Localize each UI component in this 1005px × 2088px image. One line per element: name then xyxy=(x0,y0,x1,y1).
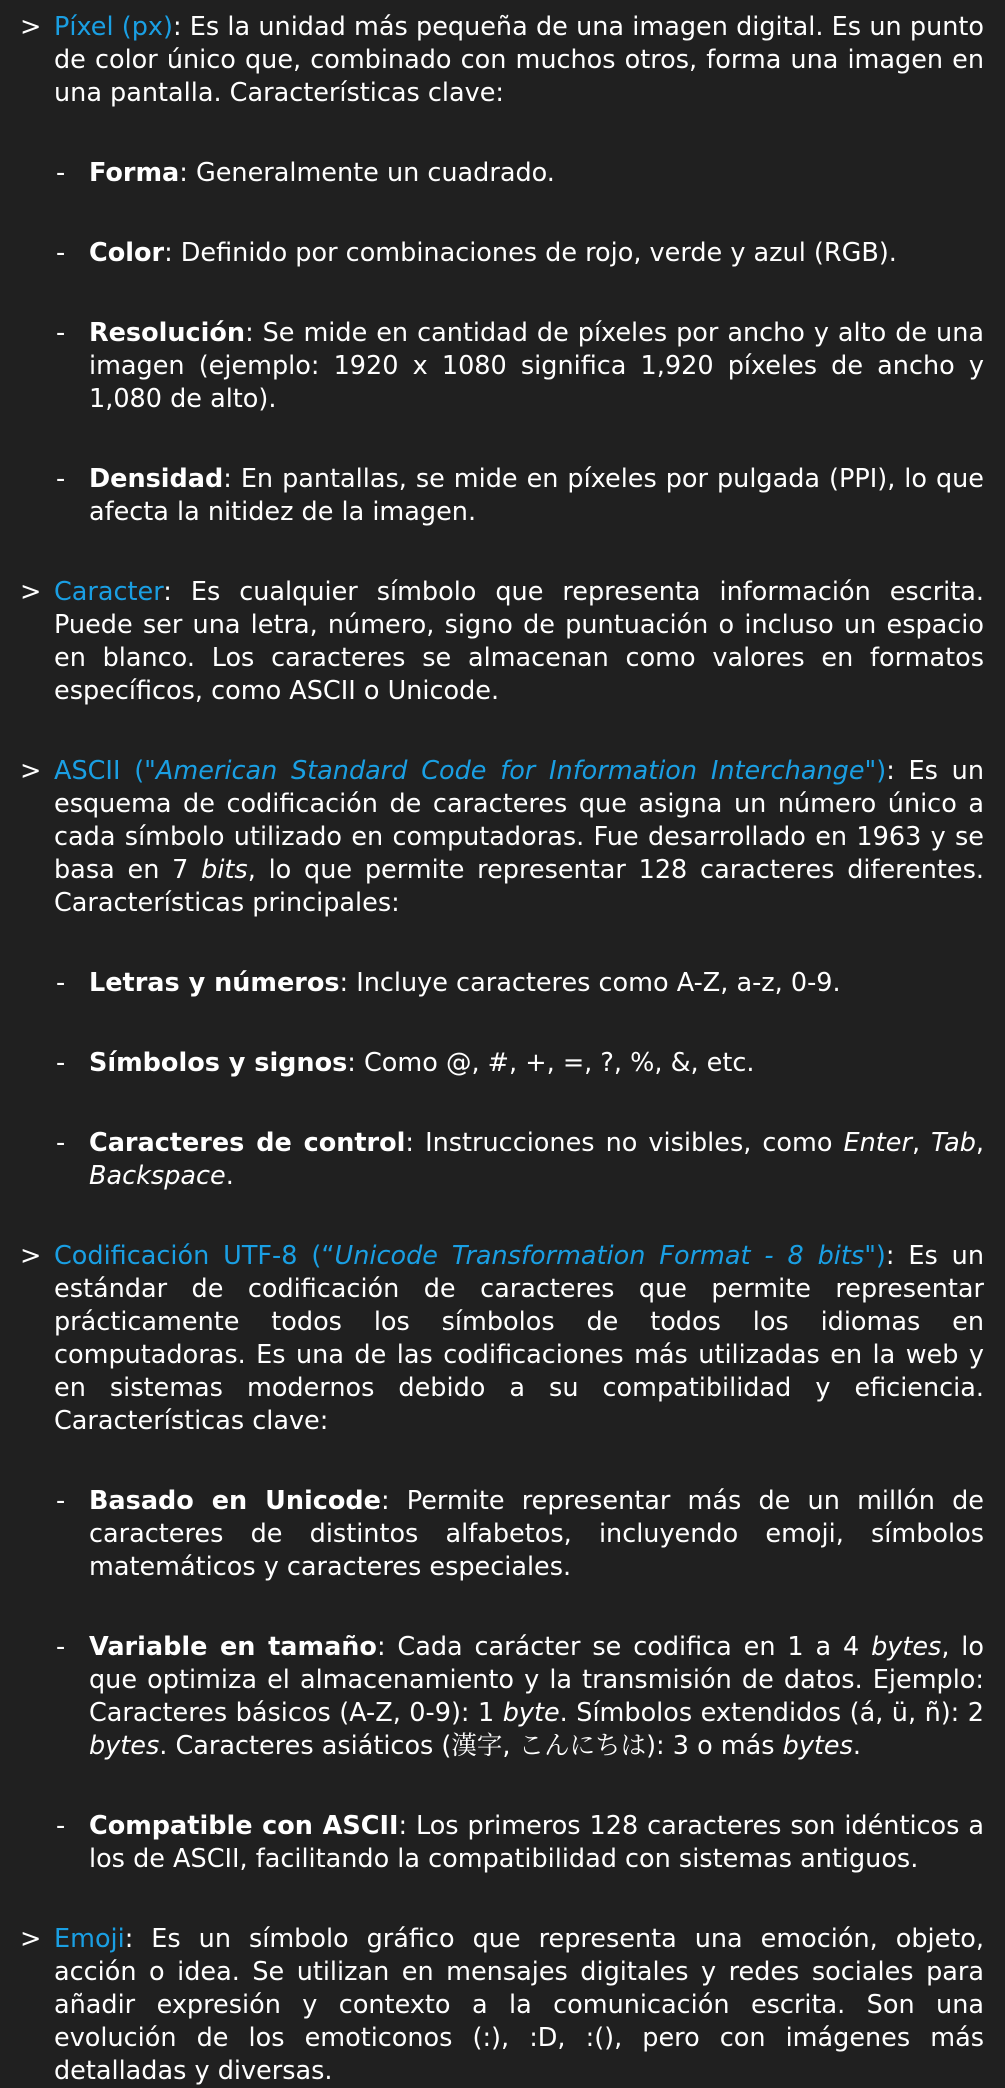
item-text: : Generalmente un cuadrado. xyxy=(179,158,555,188)
dash-marker: - xyxy=(56,1486,66,1516)
item-text: . Símbolos extendidos (á, ü, ñ): 2 xyxy=(559,1698,984,1728)
pixel-item-densidad xyxy=(0,463,1005,529)
term-emoji: Emoji xyxy=(54,1924,125,1954)
key-enter: Enter xyxy=(843,1128,912,1158)
dash-marker: - xyxy=(56,1048,66,1078)
item-label: Compatible con ASCII xyxy=(89,1811,399,1841)
item-text: . xyxy=(852,1731,861,1761)
utf8-item-variable xyxy=(0,1631,1005,1763)
item-text: . Caracteres asiáticos (漢字, こんにちは): 3 o más xyxy=(159,1731,783,1761)
item-label: Caracteres de control xyxy=(89,1128,406,1158)
caracter-text: : Es cualquier símbolo que representa información escrita. Puede ser una letra, número, signo de puntuación o incluso un espacio en blanco. Los caracteres se almacenan como valores en formatos específicos, como ASCII o Unicode. xyxy=(54,577,984,706)
pixel-item-color xyxy=(0,237,1005,270)
term-expansion: American Standard Code for Information Interchange xyxy=(155,756,865,786)
item-text: : Cada carácter se codifica en 1 a 4 xyxy=(376,1632,872,1662)
separator: , xyxy=(911,1128,932,1158)
entry-pixel xyxy=(0,11,1005,110)
item-text: : Permite representar más de un millón de caracteres de distintos alfabetos, incluyendo emoji, símbolos matemáticos y caracteres especiales. xyxy=(89,1486,984,1582)
dash-marker: - xyxy=(56,238,66,268)
bullet-marker: > xyxy=(20,12,42,42)
ascii-item-control xyxy=(0,1127,1005,1193)
bullet-marker: > xyxy=(20,1924,42,1954)
bullet-marker: > xyxy=(20,756,42,786)
key-tab: Tab xyxy=(931,1128,976,1158)
ascii-bits: bits xyxy=(201,855,248,885)
dash-marker: - xyxy=(56,1632,66,1662)
item-text: : En pantallas, se mide en píxeles por pulgada (PPI), lo que afecta la nitidez de la imagen. xyxy=(89,464,984,527)
end-period: . xyxy=(225,1161,234,1191)
term-expansion: Unicode Transformation Format - 8 bits xyxy=(334,1241,865,1271)
pixel-item-forma xyxy=(0,157,1005,190)
item-text: : Como @, #, +, =, ?, %, &, etc. xyxy=(347,1048,755,1078)
separator: , xyxy=(975,1128,984,1158)
dash-marker: - xyxy=(56,318,66,348)
item-label: Forma xyxy=(89,158,180,188)
bullet-marker: > xyxy=(20,577,42,607)
pixel-intro: : Es la unidad más pequeña de una imagen digital. Es un punto de color único que, combinado con muchos otros, forma una imagen en una pantalla. Características clave: xyxy=(54,12,984,108)
bullet-marker: > xyxy=(20,1241,42,1271)
item-label: Densidad xyxy=(89,464,224,494)
utf8-item-ascii xyxy=(0,1810,1005,1876)
dash-marker: - xyxy=(56,1128,66,1158)
term-ascii xyxy=(54,756,886,786)
item-text: , lo que optimiza el almacenamiento y la transmisión de datos. Ejemplo: Caracteres básicos (A-Z, 0-9): 1 xyxy=(89,1632,984,1728)
ascii-text-b: , lo que permite representar 128 caracteres diferentes. Características principales: xyxy=(54,855,984,918)
unit: bytes xyxy=(89,1731,160,1761)
item-text: : Instrucciones no visibles, como xyxy=(405,1128,844,1158)
entry-ascii xyxy=(0,755,1005,920)
item-text: : Incluye caracteres como A-Z, a-z, 0-9. xyxy=(339,968,841,998)
item-label: Letras y números xyxy=(89,968,340,998)
ascii-item-simbolos xyxy=(0,1047,1005,1080)
unit: bytes xyxy=(782,1731,853,1761)
term-utf8 xyxy=(54,1241,886,1271)
term-caracter: Caracter xyxy=(54,577,164,607)
entry-utf8 xyxy=(0,1240,1005,1438)
utf8-item-unicode xyxy=(0,1485,1005,1584)
dash-marker: - xyxy=(56,968,66,998)
term-suffix: ") xyxy=(864,1241,886,1271)
item-label: Resolución xyxy=(89,318,246,348)
pixel-item-resolucion xyxy=(0,317,1005,416)
item-label: Variable en tamaño xyxy=(89,1632,377,1662)
term-prefix: ASCII (" xyxy=(54,756,156,786)
dash-marker: - xyxy=(56,1811,66,1841)
item-text: : Los primeros 128 caracteres son idénticos a los de ASCII, facilitando la compatibilidad con sistemas antiguos. xyxy=(89,1811,984,1874)
item-text: : Definido por combinaciones de rojo, verde y azul (RGB). xyxy=(164,238,897,268)
dash-marker: - xyxy=(56,464,66,494)
unit: bytes xyxy=(871,1632,942,1662)
ascii-item-letras xyxy=(0,967,1005,1000)
entry-emoji xyxy=(0,1923,1005,2088)
entry-caracter xyxy=(0,576,1005,708)
emoji-text: : Es un símbolo gráfico que representa una emoción, objeto, acción o idea. Se utilizan en mensajes digitales y redes sociales para añadir expresión y contexto a la comunicación escrita. Son una evolución de los emoticonos (:), :D, :(), pero con imágenes más detalladas y diversas. xyxy=(54,1924,984,2086)
key-backspace: Backspace xyxy=(89,1161,226,1191)
unit: byte xyxy=(502,1698,560,1728)
item-label: Símbolos y signos xyxy=(89,1048,348,1078)
dash-marker: - xyxy=(56,158,66,188)
term-suffix: ") xyxy=(864,756,887,786)
term-pixel: Píxel (px) xyxy=(54,12,173,42)
item-label: Color xyxy=(89,238,165,268)
ascii-text-a: : Es un esquema de codificación de caracteres que asigna un número único a cada símbolo utilizado en computadoras. Fue desarrollado en 1963 y se basa en 7 xyxy=(54,756,984,885)
term-prefix: Codificación UTF-8 (“ xyxy=(54,1241,335,1271)
utf8-text: : Es un estándar de codificación de caracteres que permite representar prácticamente todos los símbolos de todos los idiomas en computadoras. Es una de las codificaciones más utilizadas en la web y en sistemas modernos debido a su compatibilidad y eficiencia. Características clave: xyxy=(54,1241,984,1436)
item-label: Basado en Unicode xyxy=(89,1486,381,1516)
item-text: : Se mide en cantidad de píxeles por ancho y alto de una imagen (ejemplo: 1920 x 1080 significa 1,920 píxeles de ancho y 1,080 de alto). xyxy=(89,318,984,414)
